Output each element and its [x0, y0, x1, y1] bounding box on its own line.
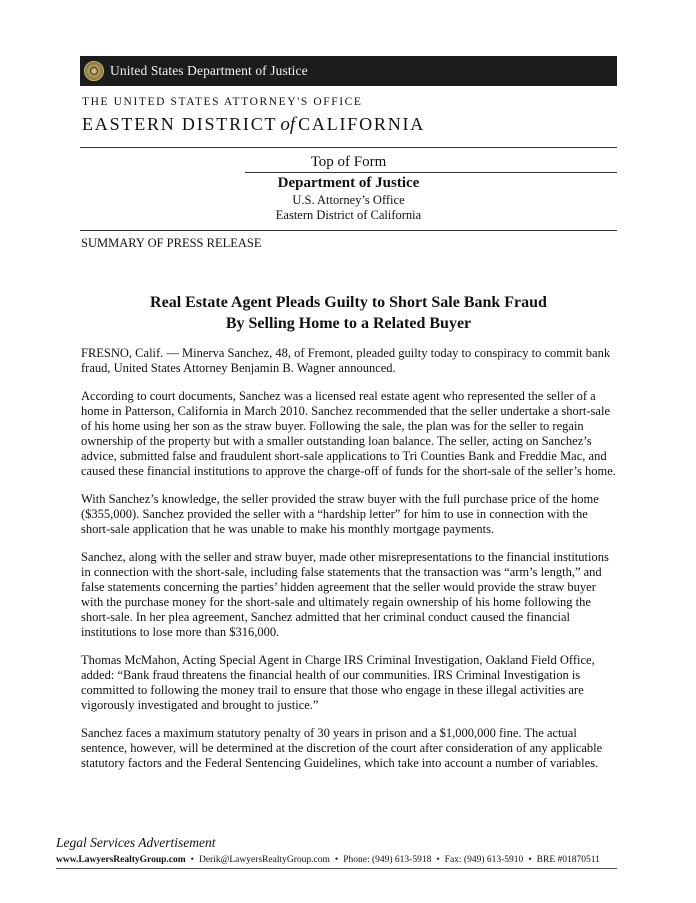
footer-rule [56, 868, 617, 869]
body-paragraph: Sanchez faces a maximum statutory penalty of 30 years in prison and a $1,000,000 fine. The actual sentence, however, will be determined at the discretion of the court after consideration of any applicable statutory factors and the Federal Sentencing Guidelines, which take into account a number of variables. [81, 726, 603, 770]
legal-services-ad-title: Legal Services Advertisement [56, 835, 216, 850]
district-part2: CALIFORNIA [298, 114, 426, 134]
footer-email: Derik@LawyersRealtyGroup.com [198, 855, 330, 865]
footer-fax: Fax: (949) 613-5910 [444, 855, 524, 865]
header-divider [80, 147, 617, 148]
footer-website: www.LawyersRealtyGroup.com [56, 855, 186, 865]
footer-separator: • [190, 855, 194, 865]
top-of-form-rule [245, 172, 617, 173]
us-attorney-office-label: U.S. Attorney’s Office [292, 193, 405, 207]
summary-top-rule [80, 230, 617, 231]
doj-header-bar [80, 56, 617, 86]
body-paragraph: FRESNO, Calif. — Minerva Sanchez, 48, of Fremont, pleaded guilty today to conspiracy to commit bank fraud, United States Attorney Benjamin B. Wagner announced. [81, 346, 611, 375]
headline-line-2: By Selling Home to a Related Buyer [225, 315, 472, 332]
district-part1: EASTERN DISTRICT [82, 114, 278, 134]
department-title: Department of Justice [277, 175, 420, 191]
body-paragraph: With Sanchez’s knowledge, the seller provided the straw buyer with the full purchase price of the home ($355,000). Sanchez provided the seller with a “hardship letter” for him to use in connection with the short-sale application that he was unable to make his monthly mortgage payments. [81, 492, 599, 536]
body-paragraph: Sanchez, along with the seller and straw buyer, made other misrepresentations to the financial institutions in connection with the short-sale, including false statements that the transaction was “arm’s length,” and false statements concerning the parties’ hidden agreement that the seller would provide the straw buyer with the purchase money for the short-sale and ultimately regain ownership of his home following the short-sale. In her plea agreement, Sanchez admitted that her criminal conduct caused the financial institutions to lose more than $316,000. [81, 550, 609, 639]
district-label: Eastern District of California [275, 208, 422, 222]
footer-contact-line [56, 855, 600, 865]
summary-label: SUMMARY OF PRESS RELEASE [81, 236, 262, 250]
doj-seal-icon [84, 61, 104, 81]
us-attorney-office-heading: THE UNITED STATES ATTORNEY'S OFFICE [82, 96, 363, 108]
body-paragraph: According to court documents, Sanchez was a licensed real estate agent who represented the seller of a home in Patterson, California in March 2010. Sanchez recommended that the seller undertake a short-sale of his home using her son as the straw buyer. Following the sale, the plan was for the seller to regain ownership of the property but with a smaller outstanding loan balance. The seller, acting on Sanchez’s advice, submitted false and fraudulent short-sale applications to Tri Counties Bank and Freddie Mac, and caused these financial institutions to approve the charge-off of funds for the short-sale of the seller’s home. [81, 389, 616, 478]
press-release-headline [80, 292, 617, 334]
district-heading [82, 114, 425, 136]
top-of-form-label: Top of Form [310, 154, 387, 170]
footer-separator: • [334, 855, 339, 865]
footer-separator: • [436, 855, 440, 865]
footer-bre: BRE #01870511 [536, 855, 600, 865]
footer-phone: Phone: (949) 613-5918 [343, 855, 432, 865]
press-release-body [81, 346, 618, 784]
footer-separator: • [528, 855, 532, 865]
doj-label: United States Department of Justice [110, 63, 308, 78]
district-of: of [280, 114, 296, 135]
headline-line-1: Real Estate Agent Pleads Guilty to Short Sale Bank Fraud [150, 294, 547, 311]
body-paragraph: Thomas McMahon, Acting Special Agent in Charge IRS Criminal Investigation, Oakland Field Office, added: “Bank fraud threatens the financial health of our communities. IRS Criminal Investigation is committed to following the money trail to ensure that those who engage in these illegal activities are vigorously investigated and brought to justice.” [81, 653, 595, 712]
